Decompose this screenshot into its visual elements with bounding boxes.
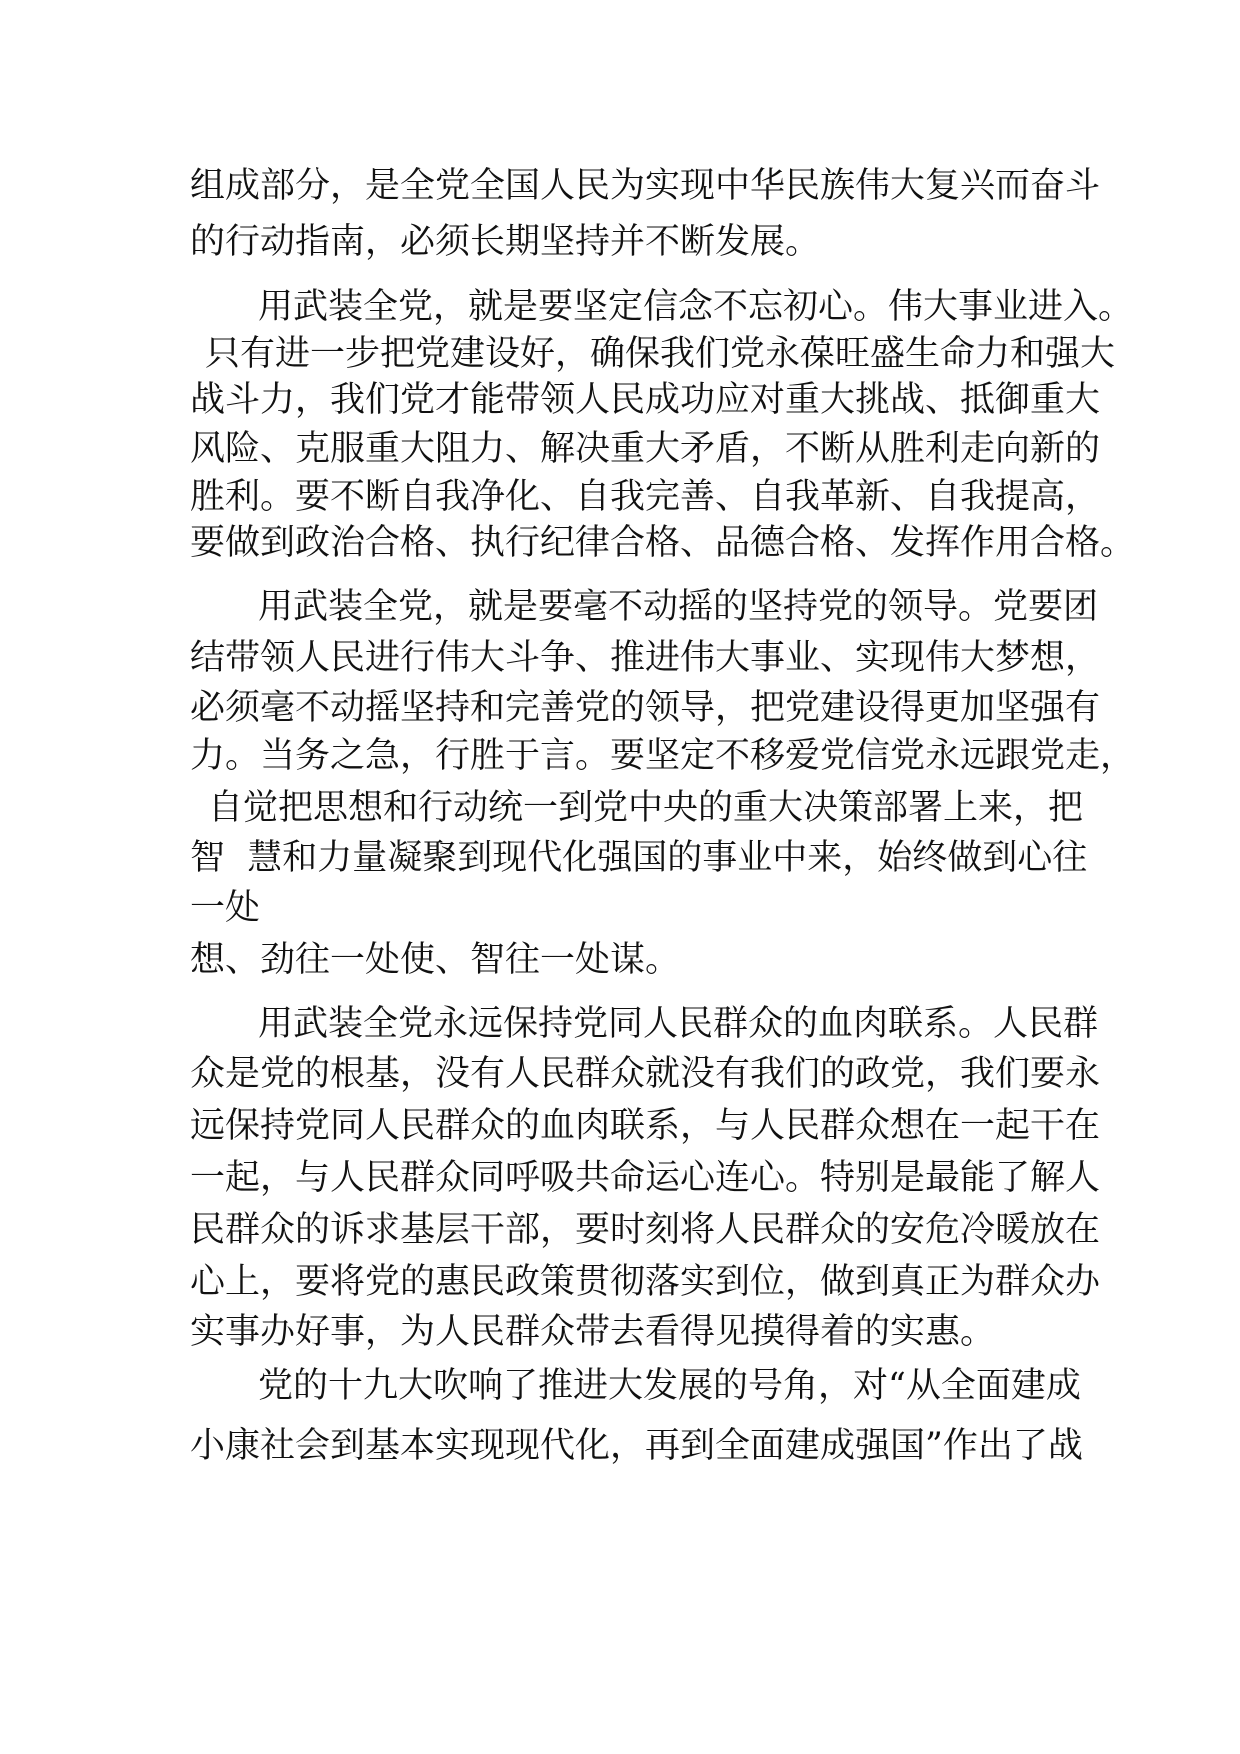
- text-line: 风险、克服重大阻力、解决重大矛盾，不断从胜利走向新的: [190, 429, 1101, 469]
- text-line: 用武装全党，就是要毫不动摇的坚持党的领导。党要团: [258, 587, 1099, 627]
- text-line: 想、劲往一处使、智往一处谋。: [190, 940, 681, 980]
- text-line: 智 慧和力量凝聚到现代化强国的事业中来，始终做到心往: [190, 838, 1088, 878]
- text-line: 只有进一步把党建设好，确保我们党永葆旺盛生命力和强大: [205, 334, 1116, 374]
- text-line: 胜利。要不断自我净化、自我完善、自我革新、自我提高，: [190, 477, 1101, 517]
- text-line: 战斗力，我们党才能带领人民成功应对重大挑战、抵御重大: [190, 380, 1101, 420]
- text-line: 一处: [190, 888, 261, 928]
- text-line: 民群众的诉求基层干部，要时刻将人民群众的安危冷暖放在: [190, 1210, 1101, 1250]
- text-line: 要做到政治合格、执行纪律合格、品德合格、发挥作用合格。: [190, 523, 1136, 563]
- text-line: 远保持党同人民群众的血肉联系，与人民群众想在一起干在: [190, 1106, 1101, 1146]
- text-line: 小康社会到基本实现现代化，再到全面建成强国”作出了战: [190, 1426, 1083, 1466]
- text-line: 的行动指南，必须长期坚持并不断发展。: [190, 222, 821, 262]
- text-line: 党的十九大吹响了推进大发展的号角，对“从全面建成: [258, 1366, 1081, 1406]
- text-line: 心上，要将党的惠民政策贯彻落实到位，做到真正为群众办: [190, 1262, 1101, 1302]
- text-line: 众是党的根基，没有人民群众就没有我们的政党，我们要永: [190, 1054, 1101, 1094]
- text-line: 力。当务之急，行胜于言。要坚定不移爱党信党永远跟党走，: [190, 736, 1136, 776]
- text-line: 结带领人民进行伟大斗争、推进伟大事业、实现伟大梦想，: [190, 638, 1101, 678]
- text-line: 组成部分，是全党全国人民为实现中华民族伟大复兴而奋斗: [190, 166, 1101, 206]
- text-line: 用武装全党，就是要坚定信念不忘初心。伟大事业进入。: [258, 287, 1134, 327]
- text-line: 必须毫不动摇坚持和完善党的领导，把党建设得更加坚强有: [190, 688, 1101, 728]
- text-line: 用武装全党永远保持党同人民群众的血肉联系。人民群: [258, 1004, 1099, 1044]
- text-line: 自觉把思想和行动统一到党中央的重大决策部署上来，把: [208, 788, 1084, 828]
- text-line: 一起，与人民群众同呼吸共命运心连心。特别是最能了解人: [190, 1158, 1101, 1198]
- text-line: 实事办好事，为人民群众带去看得见摸得着的实惠。: [190, 1312, 996, 1352]
